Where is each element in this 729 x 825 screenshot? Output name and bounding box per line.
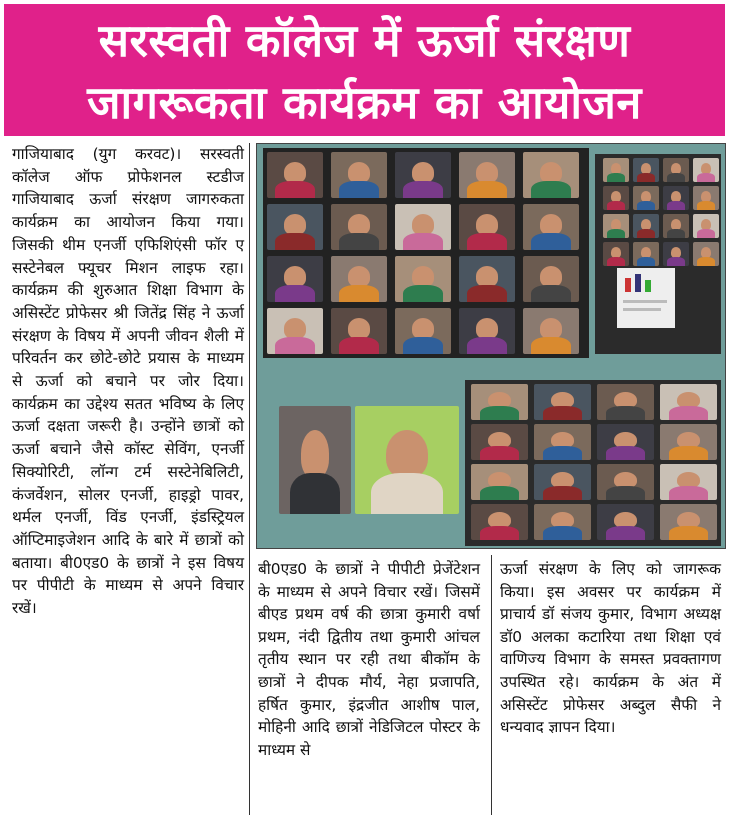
participant-tile: [633, 214, 659, 238]
presentation-slide: [617, 268, 675, 328]
participant-tile: [633, 242, 659, 266]
article-text-col1: गाजियाबाद (युग करवट)। सरस्वती कॉलेज ऑफ प्रोफेशनल स्टडीज गाजियाबाद ऊर्जा संरक्षण जागरुकता कार्यक्रम का आयोजन किया गया। जिसकी थीम एनर्जी एफिशिएंसी फॉर ए सस्टेनेबल फ्यूचर मिशन लाइफ रहा। कार्यक्रम की शुरुआत शिक्षा विभाग के असिस्टेंट प्रोफेसर श्री जितेंद्र सिंह ने ऊर्जा संरक्षण के विषय में अपनी जीवन शैली में परिवर्तन कर छोटे-छोटे प्रयास के माध्यम से ऊर्जा को बचाने पर जोर दिया। कार्यक्रम का उद्देश्य सतत भविष्य के लिए ऊर्जा दक्षता जरूरी है। उन्होंने छात्रों को ऊर्जा बचाने जैसे कॉस्ट सेविंग, एनर्जी सिक्योरिटी, लॉन्ग टर्म सस्टेनेबिलिटी, कंजर्वेशन, सोलर एनर्जी, हाइड्रो पावर, थर्मल एनर्जी, विंड एनर्जी, इंडस्ट्रियल ऑप्टिमाइजेशन आदि के बारे में छात्रों को बताया। बी0एड0 के छात्रों ने इस विषय पर पीपीटी के माध्यम से अपने विचार रखें।: [12, 145, 244, 618]
participant-tile: [693, 158, 719, 182]
headline-banner: [4, 4, 725, 136]
participant-tile: [660, 464, 717, 500]
participant-tile: [523, 256, 579, 302]
participant-tile: [693, 186, 719, 210]
participant-tile: [523, 204, 579, 250]
participant-tile: [603, 214, 629, 238]
participant-tile: [267, 308, 323, 354]
participant-tile: [459, 152, 515, 198]
participant-tile: [693, 242, 719, 266]
participant-tile: [471, 384, 528, 420]
article-text-col3: ऊर्जा संरक्षण के लिए को जागरूक किया। इस अवसर पर कार्यक्रम में प्राचार्य डॉ संजय कुमार, विभाग अध्यक्ष डॉ0 अलका कटारिया तथा शिक्षा एवं वाणिज्य विभाग के समस्त प्रवक्तागण उपस्थित रहे। कार्यक्रम के अंत में असिस्टेंट प्रोफेसर अब्दुल सैफी ने धन्यवाद ज्ञापन दिया।: [500, 560, 721, 737]
participant-tile: [660, 384, 717, 420]
participant-tile: [663, 186, 689, 210]
participant-tile: [660, 504, 717, 540]
participant-tile: [459, 256, 515, 302]
participant-tile: [603, 158, 629, 182]
participant-tile: [663, 242, 689, 266]
participant-tile: [663, 214, 689, 238]
participant-tile: [523, 308, 579, 354]
participant-tile: [597, 384, 654, 420]
article-column-2: [258, 558, 480, 813]
participant-tile: [534, 464, 591, 500]
participant-tile: [331, 308, 387, 354]
video-call-photo: [256, 143, 726, 549]
participant-tile: [471, 464, 528, 500]
participant-tile: [267, 256, 323, 302]
participant-tile: [395, 256, 451, 302]
participant-tile: [395, 204, 451, 250]
participant-tile: [693, 214, 719, 238]
article-text-col2: बी0एड0 के छात्रों ने पीपीटी प्रेजेंटेशन के माध्यम से अपने विचार रखें। जिसमें बीएड प्रथम वर्ष की छात्रा कुमारी वर्षा प्रथम, नंदी द्वितीय तथा कुमारी आंचल तृतीय स्थान पर रही तथा बीकॉम के छात्रों ने दीपक मौर्य, नेहा प्रजापति, हर्षित कुमार, इंद्रजीत आशीष पाल, मोहिनी आदि छात्रों नेडिजिटल पोस्टर के माध्यम से: [258, 560, 480, 759]
headline-line-1: सरस्वती कॉलेज में ऊर्जा संरक्षण: [98, 14, 631, 67]
speaker-tile-1: [279, 406, 351, 514]
column-divider: [249, 143, 250, 815]
participant-tile: [331, 152, 387, 198]
participant-tile: [331, 204, 387, 250]
participant-tile: [603, 242, 629, 266]
participant-tile: [471, 504, 528, 540]
participant-tile: [660, 424, 717, 460]
participant-tile: [633, 158, 659, 182]
participant-tile: [267, 152, 323, 198]
participant-tile: [267, 204, 323, 250]
participant-tile: [395, 308, 451, 354]
participant-tile: [471, 424, 528, 460]
column-divider: [491, 555, 492, 815]
participant-tile: [534, 384, 591, 420]
article-column-3: [500, 558, 721, 813]
speaker-tile-2: [355, 406, 459, 514]
participant-tile: [603, 186, 629, 210]
headline-line-2: जागरूकता कार्यक्रम का आयोजन: [87, 76, 642, 129]
participant-tile: [459, 204, 515, 250]
participant-tile: [331, 256, 387, 302]
participant-tile: [597, 424, 654, 460]
participant-tile: [597, 464, 654, 500]
participant-tile: [395, 152, 451, 198]
participant-tile: [633, 186, 659, 210]
article-column-1: [12, 143, 244, 813]
participant-tile: [663, 158, 689, 182]
participant-tile: [459, 308, 515, 354]
participant-tile: [523, 152, 579, 198]
participant-tile: [534, 504, 591, 540]
participant-tile: [597, 504, 654, 540]
participant-tile: [534, 424, 591, 460]
